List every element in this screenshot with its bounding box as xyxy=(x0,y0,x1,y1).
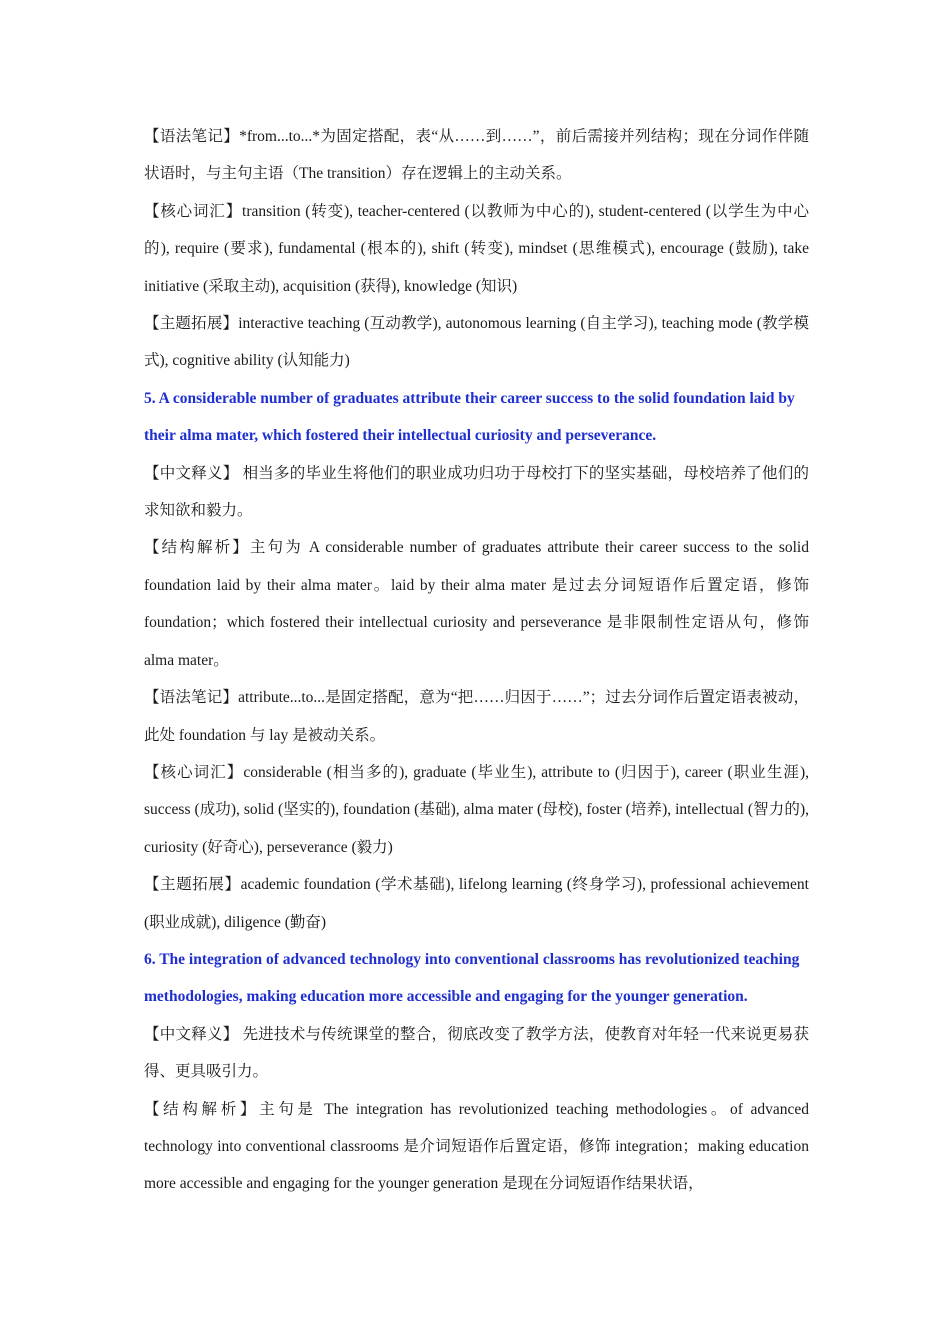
section-label: 【中文释义】 xyxy=(144,464,239,482)
section-text: academic foundation (学术基础), lifelong learning (终身学习), professional achievement (职业成就), diligence (勤奋) xyxy=(144,876,809,931)
section-text: 相当多的毕业生将他们的职业成功归功于母校打下的坚实基础，母校培养了他们的求知欲和毅力。 xyxy=(144,464,809,520)
section-text: 主句是 The integration has revolutionized teaching methodologies。of advanced technology into conventional classrooms 是介词短语作后置定语，修饰 integration；making education more accessible and engaging for the younger generation 是现在分词短语作结果状语， xyxy=(144,1100,809,1193)
section-label: 【核心词汇】 xyxy=(144,763,244,781)
section-label: 【核心词汇】 xyxy=(144,202,243,220)
example-sentence-6: 6. The integration of advanced technology into conventional classrooms has revolutionized teaching methodologies, making education more accessible and engaging for the younger generation. xyxy=(144,950,800,1006)
section-text: 主句为 A considerable number of graduates attribute their career success to the solid foundation laid by their alma mater。laid by their alma mater 是过去分词短语作后置定语，修饰 foundation；which fostered their intellectual curiosity and perseverance 是非限制性定语从句，修饰 alma mater。 xyxy=(144,539,809,669)
topic-extension-paragraph xyxy=(144,305,809,380)
section-text: transition (转变), teacher-centered (以教师为中心的), student-centered (以学生为中心的), require (要求), fundamental (根本的), shift (转变), mindset (思维模式), encourage (鼓励), take initiative (采取主动), acquisition (获得), knowledge (知识) xyxy=(144,202,809,295)
section-label: 【主题拓展】 xyxy=(144,876,241,894)
section-label: 【主题拓展】 xyxy=(144,315,239,333)
grammar-note-paragraph xyxy=(144,679,809,754)
section-label: 【中文释义】 xyxy=(144,1025,239,1043)
structure-analysis-paragraph xyxy=(144,1091,809,1203)
grammar-note-paragraph xyxy=(144,118,809,193)
section-text: *from...to...*为固定搭配，表“从……到……”，前后需接并列结构；现在分词作伴随状语时，与主句主语（The transition）存在逻辑上的主动关系。 xyxy=(144,128,809,183)
section-label: 【结构解析】 xyxy=(144,1100,260,1118)
section-text: interactive teaching (互动教学), autonomous learning (自主学习), teaching mode (教学模式), cognitive ability (认知能力) xyxy=(144,315,809,370)
translation-paragraph xyxy=(144,1016,809,1091)
section-label: 【语法笔记】 xyxy=(144,128,240,145)
section-text: attribute...to...是固定搭配，意为“把……归因于……”；过去分词作后置定语表被动，此处 foundation 与 lay 是被动关系。 xyxy=(144,689,809,744)
vocabulary-paragraph xyxy=(144,193,809,305)
topic-extension-paragraph xyxy=(144,866,809,941)
example-sentence-5: 5. A considerable number of graduates attribute their career success to the solid foundation laid by their alma mater, which fostered their intellectual curiosity and perseverance. xyxy=(144,389,795,445)
document-page xyxy=(144,118,809,1203)
structure-analysis-paragraph xyxy=(144,529,809,679)
translation-paragraph xyxy=(144,455,809,530)
section-label: 【语法笔记】 xyxy=(144,689,239,707)
vocabulary-paragraph xyxy=(144,754,809,866)
section-text: considerable (相当多的), graduate (毕业生), attribute to (归因于), career (职业生涯), success (成功), solid (坚实的), foundation (基础), alma mater (母校), foster (培养), intellectual (智力的), curiosity (好奇心), perseverance (毅力) xyxy=(144,763,809,856)
section-label: 【结构解析】 xyxy=(144,539,250,557)
section-text: 先进技术与传统课堂的整合，彻底改变了教学方法，使教育对年轻一代来说更易获得、更具吸引力。 xyxy=(144,1025,809,1081)
